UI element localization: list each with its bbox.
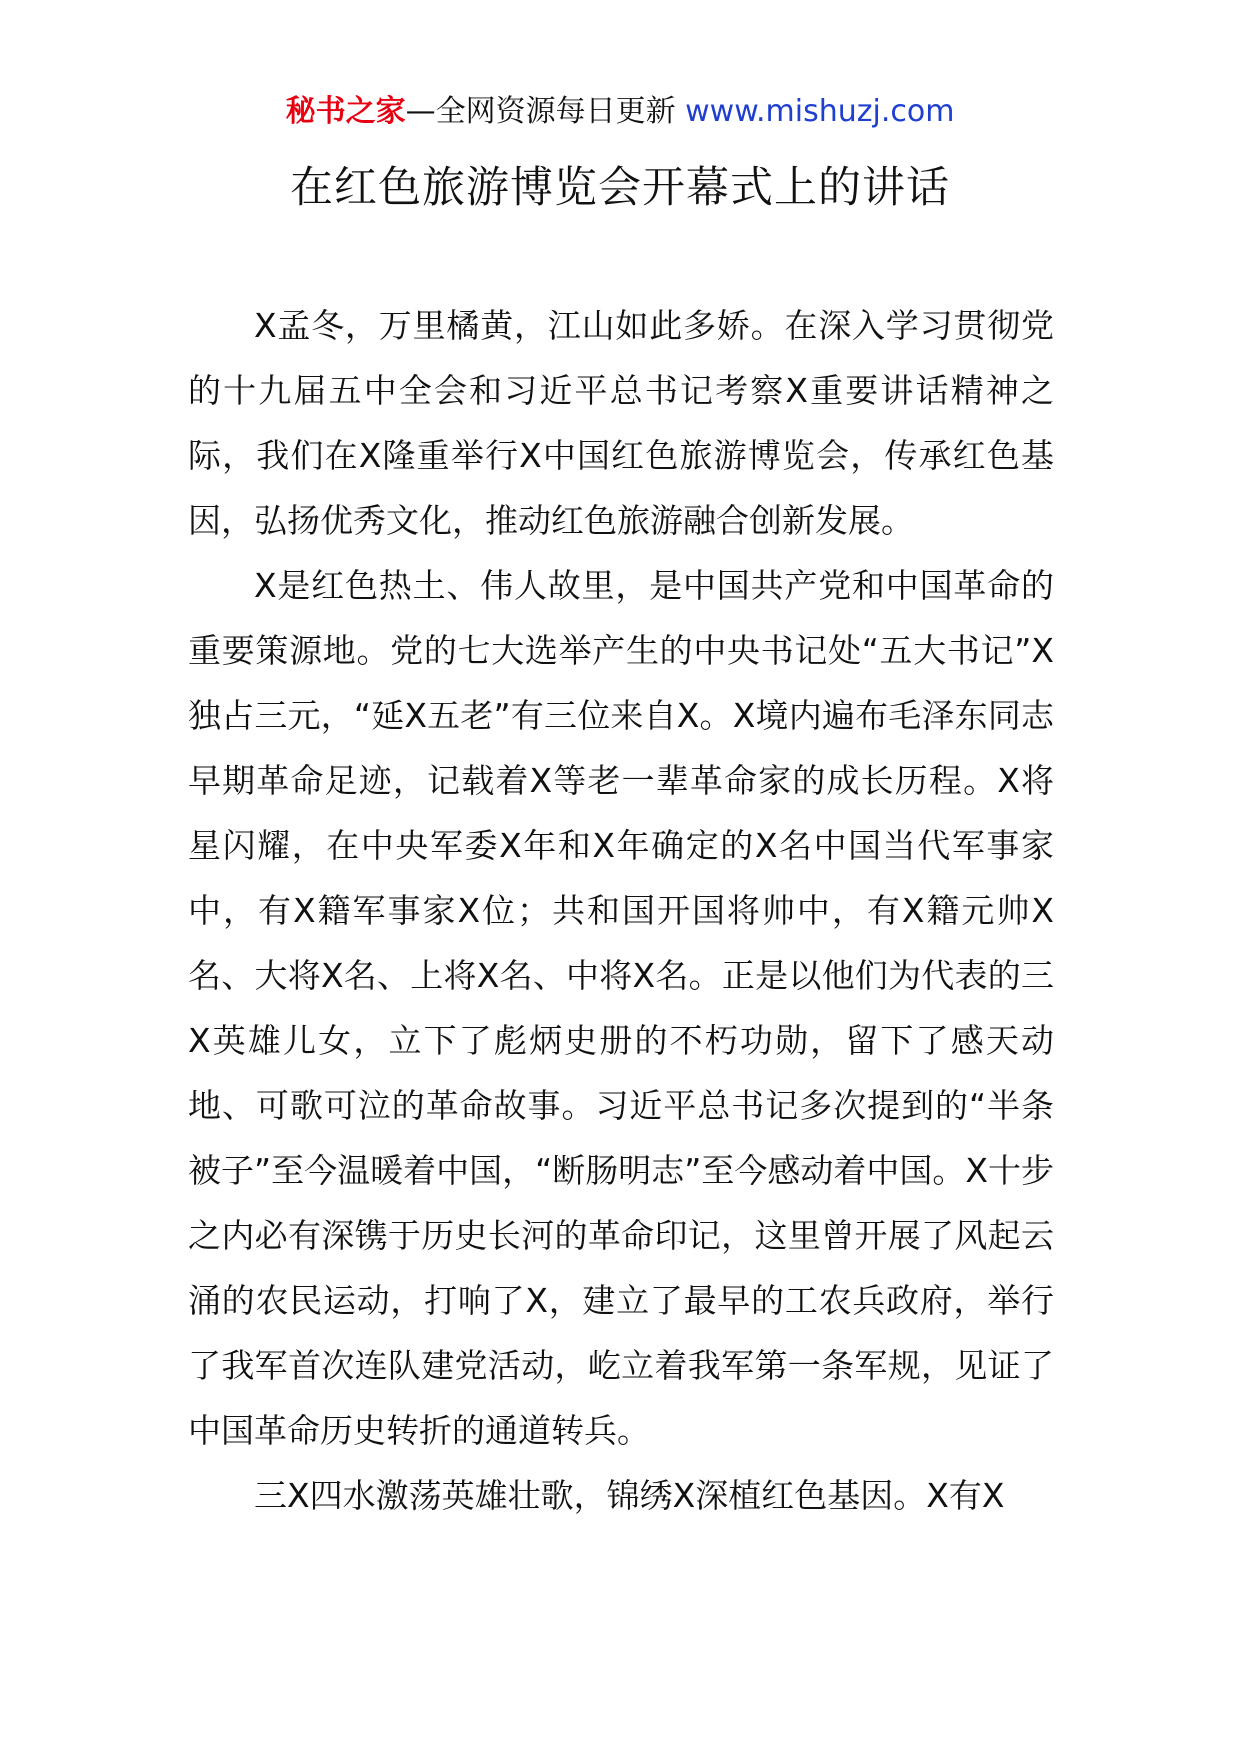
paragraph-1: X孟冬，万里橘黄，江山如此多娇。在深入学习贯彻党的十九届五中全会和习近平总书记考察X重要讲话精神之际，我们在X隆重举行X中国红色旅游博览会，传承红色基因，弘扬优秀文化，推动红色旅游融合创新发展。 [188,306,1054,540]
paragraph-3: 三X四水激荡英雄壮歌，锦绣X深植红色基因。X有X [254,1476,1005,1515]
paragraph-2: X是红色热土、伟人故里，是中国共产党和中国革命的重要策源地。党的七大选举产生的中央书记处“五大书记”X独占三元，“延X五老”有三位来自X。X境内遍布毛泽东同志早期革命足迹，记载着X等老一辈革命家的成长历程。X将星闪耀，在中央军委X年和X年确定的X名中国当代军事家中，有X籍军事家X位；共和国开国将帅中，有X籍元帅X名、大将X名、上将X名、中将X名。正是以他们为代表的三X英雄儿女，立下了彪炳史册的不朽功勋，留下了感天动地、可歌可泣的革命故事。习近平总书记多次提到的“半条被子”至今温暖着中国，“断肠明志”至今感动着中国。X十步之内必有深镌于历史长河的革命印记，这里曾开展了风起云涌的农民运动，打响了X，建立了最早的工农兵政府，举行了我军首次连队建党活动，屹立着我军第一条军规，见证了中国革命历史转折的通道转兵。 [188,566,1054,1450]
site-tagline: —全网资源每日更新 [405,94,676,129]
site-banner [0,90,1240,134]
site-brand: 秘书之家 [285,94,406,129]
site-url-link[interactable]: www.mishuzj.com [685,94,955,129]
document-body [188,293,1054,1528]
document-title: 在红色旅游博览会开幕式上的讲话 [290,163,950,213]
